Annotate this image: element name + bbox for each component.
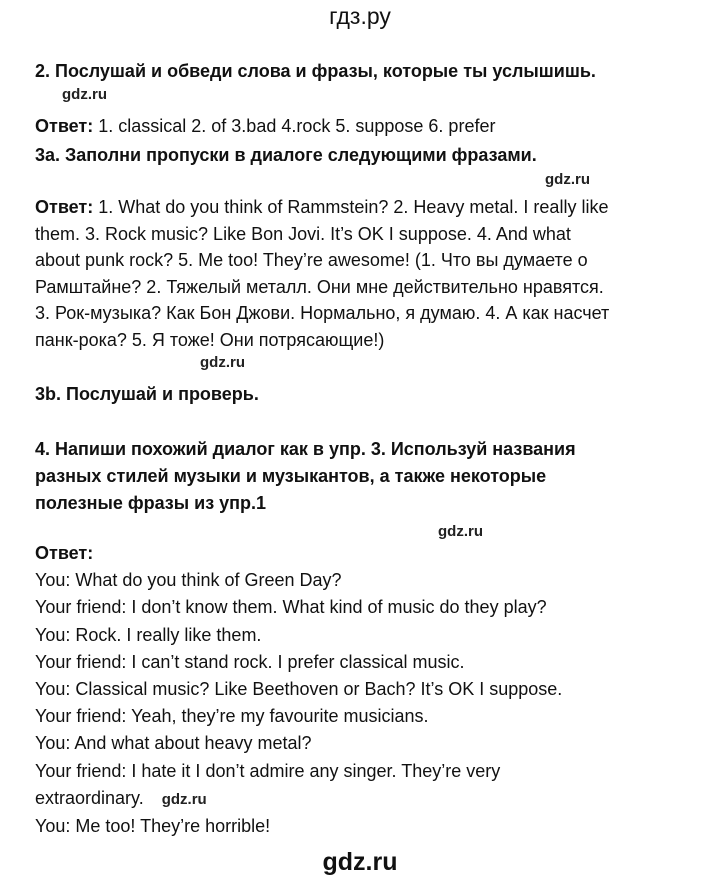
task-4-answer xyxy=(35,540,562,840)
watermark: gdz.ru xyxy=(62,86,107,103)
dialog-line: You: Classical music? Like Beethoven or Bach? It’s OK I suppose. xyxy=(35,679,563,700)
dialog-line: You: Rock. I really like them. xyxy=(35,624,262,645)
site-header: гдз.ру xyxy=(329,3,391,29)
task-2-title: 2. Послушай и обведи слова и фразы, которые ты услышишь. xyxy=(35,61,596,81)
site-footer: gdz.ru xyxy=(322,848,398,876)
answer-line: Рамштайне? 2. Тяжелый металл. Они мне действительно нравятся. xyxy=(35,276,604,297)
watermark: gdz.ru xyxy=(161,790,207,808)
answer-label: Ответ: xyxy=(35,116,94,136)
task-4-title: 4. Напиши похожий диалог как в упр. 3. Используй названия разных стилей музыки и музыкантов, а также некоторые полезные фразы из упр.1 xyxy=(35,439,576,513)
dialog-line: Your friend: I hate it I don’t admire any singer. They’re very xyxy=(35,760,501,781)
answer-line: Ответ: 1. What do you think of Rammstein? 2. Heavy metal. I really like xyxy=(35,197,609,217)
task-3a-title: 3a. Заполни пропуски в диалоге следующими фразами. xyxy=(35,145,537,165)
answer-line: about punk rock? 5. Me too! They’re awesome! (1. Что вы думаете о xyxy=(35,250,588,270)
dialog-line: You: Me too! They’re horrible! xyxy=(35,816,271,837)
dialog-line: You: And what about heavy metal? xyxy=(35,733,312,754)
task-2-answer xyxy=(35,116,495,137)
watermark: gdz.ru xyxy=(200,354,245,371)
dialog-line: You: What do you think of Green Day? xyxy=(35,570,342,591)
task-3b-title: 3b. Послушай и проверь. xyxy=(35,384,259,404)
answer-label: Ответ: xyxy=(35,543,94,563)
dialog-line: extraordinary. gdz.ru xyxy=(35,787,207,808)
watermark: gdz.ru xyxy=(438,523,483,540)
answer-line: панк-рока? 5. Я тоже! Они потрясающие!) xyxy=(35,329,385,350)
watermark: gdz.ru xyxy=(545,171,590,188)
dialog-line: Your friend: I can’t stand rock. I prefer classical music. xyxy=(35,651,465,672)
answer-label: Ответ: xyxy=(35,197,94,217)
task-2-answer-text: 1. classical 2. of 3.bad 4.rock 5. suppose 6. prefer xyxy=(93,116,496,136)
dialog-line: Your friend: I don’t know them. What kind of music do they play? xyxy=(35,597,547,618)
dialog-line: Your friend: Yeah, they’re my favourite musicians. xyxy=(35,706,429,727)
answer-line: 3. Рок-музыка? Как Бон Джови. Нормально, я думаю. 4. А как насчет xyxy=(35,303,610,323)
answer-line: them. 3. Rock music? Like Bon Jovi. It’s OK I suppose. 4. And what xyxy=(35,223,571,244)
task-3a-answer xyxy=(35,194,695,353)
